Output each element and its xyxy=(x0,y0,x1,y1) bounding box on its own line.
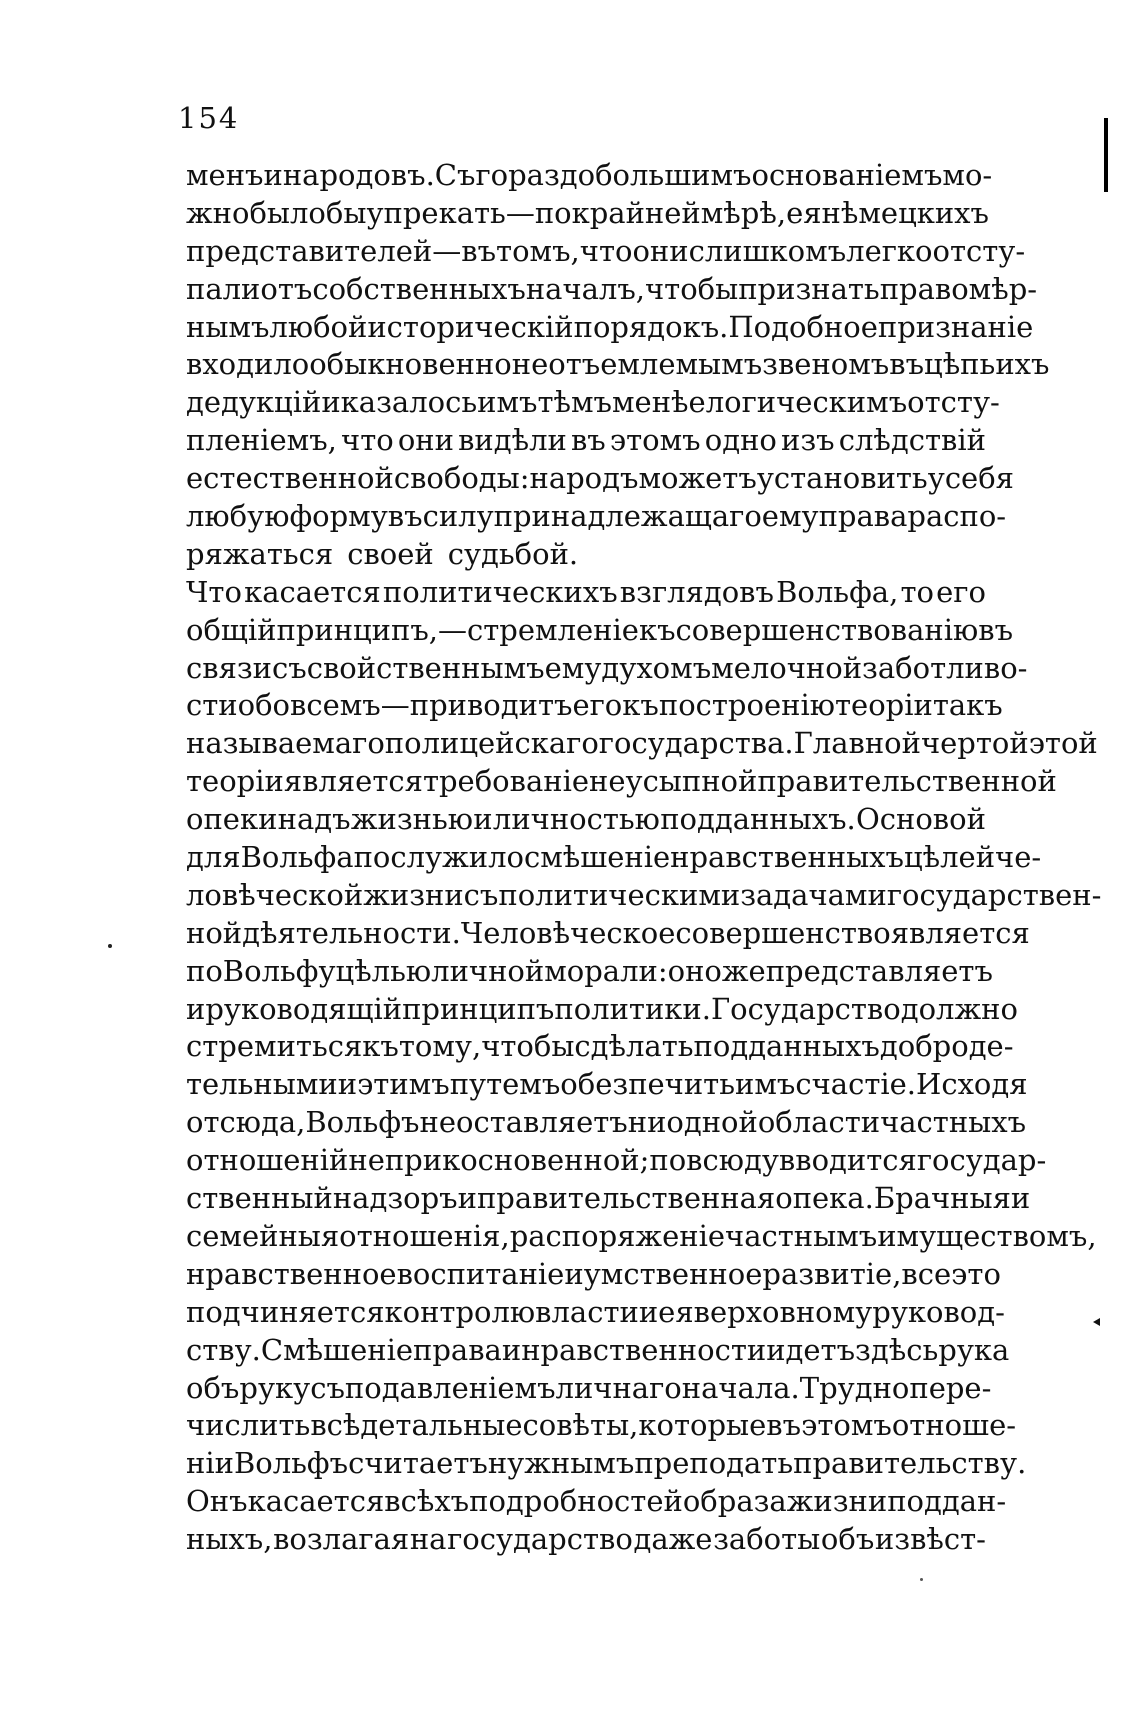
word: касается xyxy=(247,1484,385,1519)
word: ему xyxy=(544,650,602,685)
text-line xyxy=(186,1294,1005,1332)
word: признаніе xyxy=(877,309,1034,344)
word: Главной xyxy=(793,726,921,761)
word: этой xyxy=(1028,726,1098,761)
page-number: 154 xyxy=(178,101,240,135)
word: своей xyxy=(347,536,434,571)
word: распо- xyxy=(907,499,1007,534)
text-line xyxy=(186,1370,992,1408)
word: счастіе. xyxy=(795,1067,917,1102)
word: пали xyxy=(186,271,261,306)
word: стремиться xyxy=(186,1029,363,1064)
text-line xyxy=(186,991,1018,1029)
word: казалось xyxy=(340,385,478,420)
word: ея xyxy=(658,1294,694,1329)
word: что xyxy=(341,423,394,458)
word: власти xyxy=(535,1294,639,1329)
word: опека. xyxy=(775,1181,874,1216)
text-line xyxy=(186,233,1026,271)
word: нымъ xyxy=(186,309,270,344)
word: рука xyxy=(938,1332,1010,1367)
word: ніи xyxy=(186,1446,234,1481)
word: силу xyxy=(422,499,494,534)
word: этомъ xyxy=(609,423,701,458)
word: тѣмъ xyxy=(537,385,612,420)
word: че- xyxy=(995,840,1042,875)
text-line xyxy=(186,384,1000,422)
word: права xyxy=(818,499,908,534)
word: тому, xyxy=(398,1029,482,1064)
margin-mark xyxy=(1104,118,1108,192)
word: изъ xyxy=(781,423,835,458)
word: для xyxy=(186,840,241,875)
word: числить xyxy=(186,1408,311,1443)
word: морали: xyxy=(544,953,668,988)
word: извѣст- xyxy=(874,1522,986,1557)
word: отношенія, xyxy=(339,1218,510,1253)
word: задачами xyxy=(740,877,887,912)
word: — xyxy=(438,612,468,647)
word: порядокъ. xyxy=(573,309,729,344)
text-line xyxy=(186,801,986,839)
word: семейныя xyxy=(186,1218,340,1253)
text-line xyxy=(186,536,986,574)
word: гораздо xyxy=(475,158,596,192)
word: надзоръ xyxy=(332,1181,458,1216)
text-line xyxy=(186,1521,986,1559)
word: къ xyxy=(362,1029,399,1064)
word: отсту- xyxy=(907,385,1000,420)
word: мѣрѣ, xyxy=(700,195,787,230)
word: и xyxy=(321,385,341,420)
text-line xyxy=(186,687,1003,725)
word: ея xyxy=(786,195,822,230)
text-line xyxy=(186,309,1034,347)
word: ни xyxy=(627,1105,667,1140)
word: руковод- xyxy=(872,1294,1005,1329)
word: собственныхъ xyxy=(312,271,526,306)
word: менъ xyxy=(186,158,264,192)
word: личностью xyxy=(492,802,660,837)
word: что xyxy=(579,233,633,268)
word: пленіемъ, xyxy=(186,423,337,458)
word: съ xyxy=(463,877,499,912)
word: путемъ xyxy=(449,1067,561,1102)
word: политики. xyxy=(554,991,711,1026)
word: его xyxy=(936,574,986,609)
word: распоряженіе xyxy=(509,1218,726,1253)
word: дѣятельности. xyxy=(242,915,461,950)
word: Подобное xyxy=(728,309,878,344)
text-line xyxy=(186,877,1102,915)
word: по xyxy=(186,953,223,988)
word: опеки xyxy=(186,802,278,837)
word: и xyxy=(263,158,283,192)
word: является xyxy=(283,764,423,799)
word: теоріи xyxy=(186,764,284,799)
word: ловѣческой xyxy=(186,877,364,912)
word: всѣ xyxy=(310,1408,361,1443)
word: народовъ. xyxy=(282,158,435,192)
word: ряжаться xyxy=(186,536,334,571)
word: Вольфъ xyxy=(305,1105,420,1140)
text-line xyxy=(186,1445,1027,1483)
word: личной xyxy=(431,953,545,988)
word: цѣлью xyxy=(335,953,432,988)
word: жизнью xyxy=(350,802,474,837)
word: въ xyxy=(889,347,925,382)
word: и xyxy=(337,1067,358,1102)
text-line xyxy=(186,1332,1010,1370)
word: нравственное xyxy=(186,1256,397,1291)
word: нужнымъ xyxy=(487,1446,635,1481)
word: неусыпной xyxy=(589,764,758,799)
word: воспитаніе xyxy=(396,1256,565,1291)
word: Человѣческое xyxy=(460,915,676,950)
word: отноше- xyxy=(891,1408,1017,1443)
word: отсюда, xyxy=(186,1105,306,1140)
word: правительству. xyxy=(793,1446,1027,1481)
word: съ xyxy=(272,650,307,685)
word: нѣмецкихъ xyxy=(821,195,989,230)
word: любую xyxy=(186,499,290,534)
word: начала. xyxy=(681,1370,800,1405)
word: чтобы xyxy=(645,271,739,306)
word: къ xyxy=(622,688,659,723)
word: народъ xyxy=(529,461,639,496)
word: мелочной xyxy=(711,650,863,685)
word: объ xyxy=(186,1370,240,1405)
word: его xyxy=(572,688,623,723)
word: верховному xyxy=(693,1294,873,1329)
text-line xyxy=(186,1256,1001,1294)
word: историческій xyxy=(367,309,574,344)
word: отсту- xyxy=(932,233,1026,268)
word: поддан- xyxy=(887,1484,1007,1519)
text-line xyxy=(186,271,1038,309)
margin-dot xyxy=(108,944,112,948)
word: логическимъ xyxy=(705,385,908,420)
word: форму xyxy=(289,499,388,534)
word: любой xyxy=(269,309,368,344)
word: теоріи xyxy=(834,688,933,723)
word: одной xyxy=(666,1105,758,1140)
word: взглядовъ xyxy=(619,574,774,609)
word: ной xyxy=(186,915,243,950)
word: у xyxy=(927,461,945,496)
word: тельными xyxy=(186,1067,338,1102)
word: принципъ, xyxy=(276,612,439,647)
word: преподать xyxy=(634,1446,794,1481)
word: частнымъ xyxy=(725,1218,878,1253)
word: нравственныхъ xyxy=(670,840,904,875)
word: это xyxy=(951,1256,1001,1291)
text-line xyxy=(186,1218,1097,1256)
word: Исходя xyxy=(916,1067,1028,1102)
word: себя xyxy=(944,461,1014,496)
word: подавленіемъ xyxy=(344,1370,556,1405)
word: объ xyxy=(820,1522,875,1557)
text-line xyxy=(186,346,1050,384)
word: идетъ xyxy=(766,1332,856,1367)
word: оно xyxy=(667,953,722,988)
word: жизни xyxy=(363,877,464,912)
word: правительственной xyxy=(757,764,1057,799)
word: ныхъ, xyxy=(186,1522,273,1557)
word: детальные xyxy=(360,1408,523,1443)
word: отношеній xyxy=(186,1143,349,1178)
word: можетъ xyxy=(638,461,757,496)
word: построенію xyxy=(658,688,835,723)
word: съ xyxy=(310,1370,345,1405)
word: принадлежащаго xyxy=(493,499,762,534)
word: свободы: xyxy=(393,461,530,496)
text-line xyxy=(186,1483,1007,1521)
word: Основой xyxy=(856,802,986,837)
word: здѣсь xyxy=(855,1332,939,1367)
word: является xyxy=(890,915,1030,950)
word: стремленіе xyxy=(467,612,639,647)
word: было xyxy=(249,195,326,230)
word: свойственнымъ xyxy=(306,650,545,685)
word: упрекать—по xyxy=(366,195,572,230)
word: надъ xyxy=(277,802,351,837)
word: чтобы xyxy=(481,1029,575,1064)
word: не xyxy=(419,1105,456,1140)
word: повсюду xyxy=(649,1143,779,1178)
word: основаніемъ xyxy=(751,158,943,192)
word: руководящій xyxy=(205,991,403,1026)
word: Государство xyxy=(710,991,901,1026)
word: всемъ—приводитъ xyxy=(290,688,573,723)
word: признать xyxy=(738,271,880,306)
word: подданныхъ xyxy=(693,1029,880,1064)
word: принципъ xyxy=(402,991,555,1026)
word: правительственная xyxy=(476,1181,776,1216)
word: этимъ xyxy=(357,1067,450,1102)
word: все xyxy=(901,1256,952,1291)
word: и xyxy=(564,1256,584,1291)
word: Что xyxy=(186,574,242,609)
word: крайней xyxy=(571,195,701,230)
word: совершенство xyxy=(675,915,891,950)
word: ихъ xyxy=(995,347,1050,382)
word: менѣе xyxy=(612,385,706,420)
word: политическими xyxy=(498,877,741,912)
word: то xyxy=(900,574,934,609)
text-line xyxy=(186,1028,1014,1066)
word: имуществомъ, xyxy=(877,1218,1097,1253)
word: и xyxy=(186,991,206,1026)
word: томъ, xyxy=(496,233,580,268)
word: должно xyxy=(900,991,1018,1026)
word: нравственности xyxy=(521,1332,767,1367)
word: судьбой. xyxy=(447,536,579,571)
word: сдѣлать xyxy=(574,1029,694,1064)
word: дедукцій xyxy=(186,385,322,420)
word: Трудно xyxy=(799,1370,910,1405)
text-line xyxy=(186,574,986,612)
word: въ xyxy=(766,1408,802,1443)
word: и xyxy=(638,1294,659,1329)
word: въ xyxy=(978,612,1014,647)
word: неотъемлемымъ xyxy=(511,347,763,382)
word: государствен- xyxy=(886,877,1102,912)
word: они xyxy=(632,233,689,268)
text-line xyxy=(186,763,1057,801)
word: Вольфу xyxy=(222,953,336,988)
word: заботливо- xyxy=(862,650,1028,685)
word: смѣшеніе xyxy=(523,840,671,875)
word: естественной xyxy=(186,461,394,496)
word: совершенствованію xyxy=(675,612,979,647)
word: легко xyxy=(846,233,933,268)
text-line xyxy=(186,422,986,460)
word: такъ xyxy=(932,688,1003,723)
text-line xyxy=(186,953,993,991)
text-line xyxy=(186,1066,1028,1104)
word: мо- xyxy=(942,158,993,192)
text-line xyxy=(186,157,993,195)
word: началъ, xyxy=(525,271,645,306)
word: государ- xyxy=(916,1143,1047,1178)
page-speck xyxy=(920,1578,923,1581)
word: образа xyxy=(682,1484,787,1519)
word: Вольфа xyxy=(240,840,354,875)
word: представителей—въ xyxy=(186,233,497,268)
word: Вольфа, xyxy=(776,574,899,609)
word: вводится xyxy=(778,1143,917,1178)
word: доброде- xyxy=(879,1029,1014,1064)
word: даже xyxy=(633,1522,713,1557)
word: входило xyxy=(186,347,310,382)
word: сти xyxy=(186,688,238,723)
word: всѣхъ xyxy=(384,1484,470,1519)
word: касается xyxy=(244,574,381,609)
word: Брачныя xyxy=(873,1181,1011,1216)
word: Онъ xyxy=(186,1484,248,1519)
word: общій xyxy=(186,612,277,647)
word: одно xyxy=(704,423,777,458)
word: области xyxy=(757,1105,881,1140)
word: полицейскаго xyxy=(384,726,599,761)
word: представляетъ xyxy=(765,953,993,988)
word: звеномъ xyxy=(762,347,890,382)
word: они xyxy=(397,423,454,458)
text-line xyxy=(186,460,1014,498)
word: государство xyxy=(447,1522,633,1557)
word: слѣдствій xyxy=(838,423,986,458)
word: жно xyxy=(186,195,250,230)
word: и xyxy=(501,1332,522,1367)
word: жизни xyxy=(786,1484,888,1519)
word: заботы xyxy=(713,1522,821,1557)
word: ственный xyxy=(186,1181,333,1216)
word: бы xyxy=(325,195,367,230)
word: имъ xyxy=(735,1067,796,1102)
word: духомъ xyxy=(601,650,712,685)
word: имъ xyxy=(477,385,538,420)
word: развитіе, xyxy=(762,1256,902,1291)
word: государства. xyxy=(598,726,794,761)
word: и xyxy=(1010,1181,1031,1216)
text-line xyxy=(186,650,1028,688)
word: называемаго xyxy=(186,726,385,761)
word: большимъ xyxy=(595,158,752,192)
text-line xyxy=(186,1407,1017,1445)
word: обезпечить xyxy=(560,1067,736,1102)
word: подробностей xyxy=(469,1484,683,1519)
word: чертой xyxy=(920,726,1029,761)
text-line xyxy=(186,612,1014,650)
word: послужило xyxy=(353,840,524,875)
word: умственное xyxy=(583,1256,763,1291)
word: на xyxy=(409,1522,447,1557)
word: ему xyxy=(761,499,819,534)
word: руку xyxy=(239,1370,311,1405)
text-line xyxy=(186,725,1098,763)
word: политическихъ xyxy=(382,574,618,609)
word: контролю xyxy=(384,1294,536,1329)
word: требованіе xyxy=(422,764,590,799)
word: къ xyxy=(638,612,676,647)
margin-tick xyxy=(1093,1318,1100,1326)
word: Смѣшеніе xyxy=(260,1332,414,1367)
word: установить xyxy=(756,461,928,496)
word: которые xyxy=(638,1408,767,1443)
word: и xyxy=(473,802,493,837)
word: и xyxy=(457,1181,477,1216)
word: обо xyxy=(237,688,291,723)
text-line xyxy=(186,915,1030,953)
word: видѣли xyxy=(458,423,567,458)
word: цѣпь xyxy=(924,347,996,382)
text-line xyxy=(186,839,1042,877)
body-text xyxy=(186,157,1102,1559)
word: Вольфъ xyxy=(233,1446,349,1481)
text-line xyxy=(186,195,989,233)
word: считаетъ xyxy=(348,1446,488,1481)
word: въ xyxy=(387,499,423,534)
word: этомъ xyxy=(801,1408,892,1443)
word: слишкомъ xyxy=(688,233,847,268)
word: частныхъ xyxy=(880,1105,1027,1140)
word: права xyxy=(413,1332,502,1367)
text-line xyxy=(186,1104,1027,1142)
word: личнаго xyxy=(555,1370,682,1405)
text-line xyxy=(186,1180,1031,1218)
word: правомѣр- xyxy=(879,271,1038,306)
word: Съ xyxy=(434,158,476,192)
word: цѣлей xyxy=(903,840,996,875)
word: обыкновенно xyxy=(309,347,512,382)
word: въ xyxy=(570,423,606,458)
word: неприкосновенной; xyxy=(348,1143,650,1178)
word: совѣты, xyxy=(522,1408,639,1443)
word: возлагая xyxy=(273,1522,410,1557)
word: ству. xyxy=(186,1332,261,1367)
word: подданныхъ. xyxy=(660,802,856,837)
text-line xyxy=(186,1142,1047,1180)
word: подчиняется xyxy=(186,1294,385,1329)
word: связи xyxy=(186,650,273,685)
word: пере- xyxy=(909,1370,992,1405)
word: оставляетъ xyxy=(456,1105,628,1140)
word: же xyxy=(721,953,766,988)
word: отъ xyxy=(260,271,313,306)
text-line xyxy=(186,498,1007,536)
